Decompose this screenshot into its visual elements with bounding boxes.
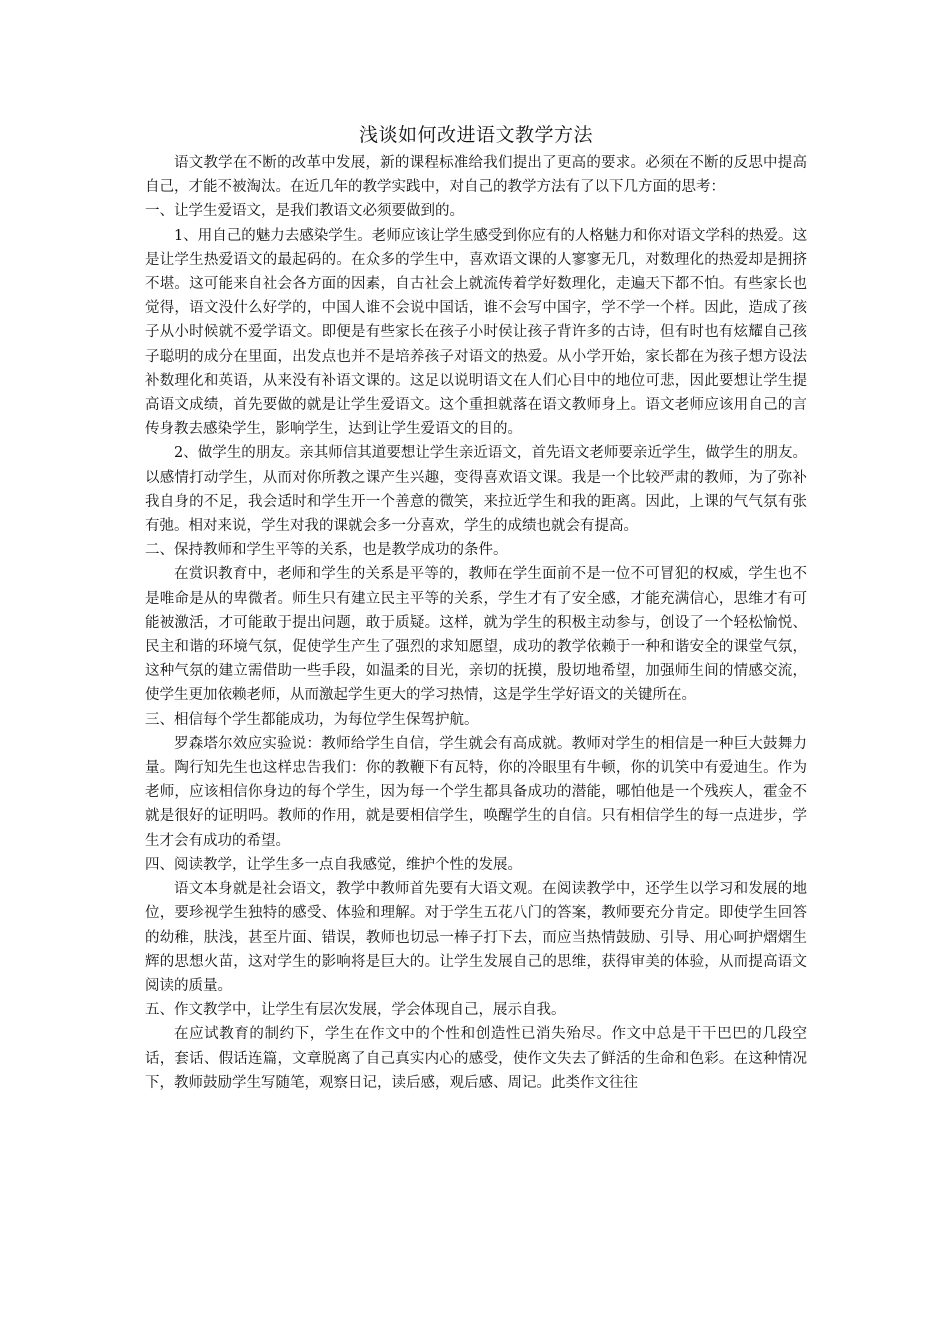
paragraph-5: 在应试教育的制约下，学生在作文中的个性和创造性已消失殆尽。作文中总是干干巴巴的几段空话，套话、假话连篇，文章脱离了自己真实内心的感受，使作文失去了鲜活的生命和色彩。在这种情况下，教师鼓励学生写随笔，观察日记，读后感，观后感、周记。此类作文往往	[145, 1026, 807, 1091]
paragraph-1-1: 1、用自己的魅力去感染学生。老师应该让学生感受到你应有的人格魅力和你对语文学科的热爱。这是让学生热爱语文的最起码的。在众多的学生中，喜欢语文课的人寥寥无几，对数理化的热爱却是拥挤不堪。这可能来自社会各方面的因素，自古社会上就流传着学好数理化，走遍天下都不怕。有些家长也觉得，语文没什么好学的，中国人谁不会说中国话，谁不会写中国字，学不学一个样。因此，造成了孩子从小时候就不爱学语文。即便是有些家长在孩子小时侯让孩子背许多的古诗，但有时也有炫耀自己孩子聪明的成分在里面，出发点也并不是培养孩子对语文的热爱。从小学开始，家长都在为孩子想方设法补数理化和英语，从来没有补语文课的。这足以说明语文在人们心目中的地位可悲，因此要想让学生提高语文成绩，首先要做的就是让学生爱语文。这个重担就落在语文教师身上。语文老师应该用自己的言传身教去感染学生，影响学生，达到让学生爱语文的目的。	[145, 227, 807, 438]
document-page	[145, 121, 807, 1095]
section-heading-5: 五、作文教学中，让学生有层次发展，学会体现自己，展示自我。	[145, 1002, 566, 1019]
paragraph-intro: 语文教学在不断的改革中发展，新的课程标准给我们提出了更高的要求。必须在不断的反思中提高自己，才能不被淘汰。在近几年的教学实践中，对自己的教学方法有了以下几方面的思考：	[145, 155, 807, 196]
paragraph-4: 语文本身就是社会语文，教学中教师首先要有大语文观。在阅读教学中，还学生以学习和发展的地位，要珍视学生独特的感受、体验和理解。对于学生五花八门的答案，教师要充分肯定。即使学生回答的幼稚，肤浅，甚至片面、错误，教师也切忌一棒子打下去，而应当热情鼓励、引导、用心呵护熠熠生辉的思想火苗，这对学生的影响将是巨大的。让学生发展自己的思维，获得审美的体验，从而提高语文阅读的质量。	[145, 881, 807, 994]
section-heading-1: 一、让学生爱语文，是我们教语文必须要做到的。	[145, 203, 464, 220]
section-heading-3: 三、相信每个学生都能成功，为每位学生保驾护航。	[145, 711, 479, 728]
paragraph-2: 在赏识教育中，老师和学生的关系是平等的，教师在学生面前不是一位不可冒犯的权威，学生也不是唯命是从的卑微者。师生只有建立民主平等的关系，学生才有了安全感，才能充满信心，思维才有可能被激活，才可能敢于提出问题，敢于质疑。这样，就为学生的积极主动参与，创设了一个轻松愉悦、民主和谐的环境气氛，促使学生产生了强烈的求知愿望，成功的教学依赖于一种和谐安全的课堂气氛，这种气氛的建立需借助一些手段，如温柔的目光，亲切的抚摸，殷切地希望，加强师生间的情感交流，使学生更加依赖老师，从而激起学生更大的学习热情，这是学生学好语文的关键所在。	[145, 566, 807, 704]
paragraph-3: 罗森塔尔效应实验说：教师给学生自信，学生就会有高成就。教师对学生的相信是一种巨大鼓舞力量。陶行知先生也这样忠告我们：你的教鞭下有瓦特，你的冷眼里有牛顿，你的讥笑中有爱迪生。作为老师，应该相信你身边的每个学生，因为每一个学生都具备成功的潜能，哪怕他是一个残疾人，霍金不就是很好的证明吗。教师的作用，就是要相信学生，唤醒学生的自信。只有相信学生的每一点进步，学生才会有成功的希望。	[145, 735, 807, 849]
document-title: 浅谈如何改进语文教学方法	[358, 124, 593, 146]
paragraph-1-2: 2、做学生的朋友。亲其师信其道要想让学生亲近语文，首先语文老师要亲近学生，做学生的朋友。以感情打动学生，从而对你所教之课产生兴趣，变得喜欢语文课。我是一个比较严肃的教师，为了弥补我自身的不足，我会适时和学生开一个善意的微笑，来拉近学生和我的距离。因此，上课的气气氛有张有弛。相对来说，学生对我的课就会多一分喜欢，学生的成绩也就会有提高。	[145, 445, 807, 535]
section-heading-4: 四、阅读教学，让学生多一点自我感觉，维护个性的发展。	[145, 856, 522, 873]
section-heading-2: 二、保持教师和学生平等的关系，也是教学成功的条件。	[145, 542, 508, 559]
